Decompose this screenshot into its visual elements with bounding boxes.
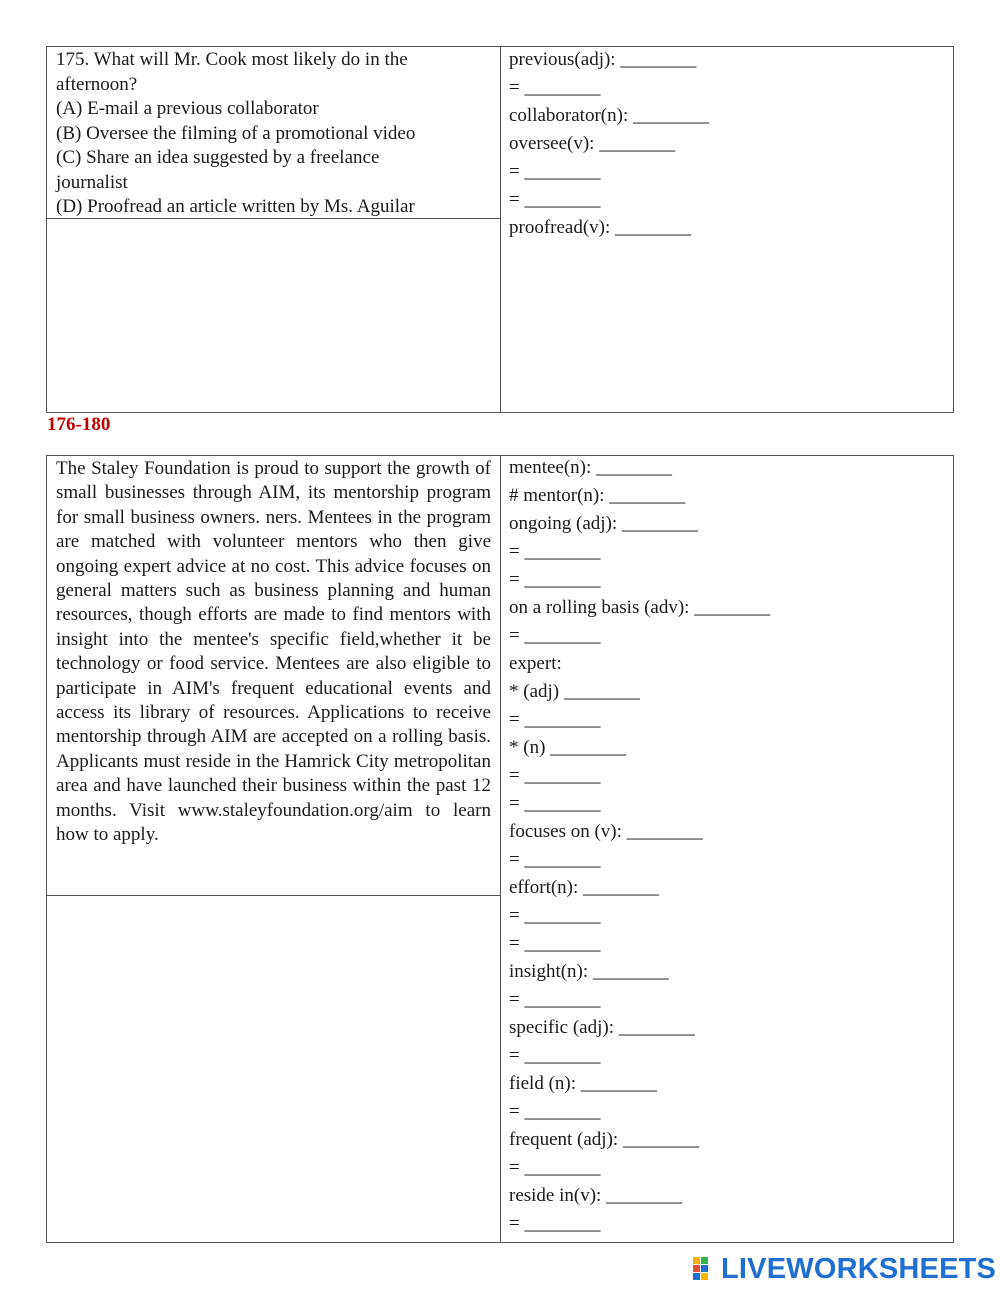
vocab-entry: proofread(v): ________ xyxy=(509,217,692,238)
vocab-entry: = ________ xyxy=(509,905,601,926)
vocab-entry: # mentor(n): ________ xyxy=(509,485,686,506)
vocab-entry: = ________ xyxy=(509,1045,601,1066)
vocab-entry: = ________ xyxy=(509,1157,601,1178)
vocab-entry: = ________ xyxy=(509,625,601,646)
vocab-entry: expert: xyxy=(509,653,562,674)
vocab-entry: = ________ xyxy=(509,189,601,210)
table1-column-divider xyxy=(500,46,501,413)
vocab-entry: field (n): ________ xyxy=(509,1073,657,1094)
vocab-entry: = ________ xyxy=(509,161,601,182)
vocab-entry: frequent (adj): ________ xyxy=(509,1129,699,1150)
question-line: 175. What will Mr. Cook most likely do in the xyxy=(56,49,408,70)
question-line: (A) E-mail a previous collaborator xyxy=(56,98,319,119)
vocab-entry: = ________ xyxy=(509,1101,601,1122)
vocab-entry: = ________ xyxy=(509,765,601,786)
vocab-entry: insight(n): ________ xyxy=(509,961,669,982)
vocab-entry: effort(n): ________ xyxy=(509,877,660,898)
passage-text: The Staley Foundation is proud to support the growth of small businesses through AIM, its mentorship program for small business owners. ners. Mentees in the program are matched with volunteer mentors who then give ongoing expert advice at no cost. This advice focuses on general matters such as business planning and human resources, though efforts are made to find mentors with insight into the mentee's specific field,whether it be technology or food service. Mentees are also eligible to participate in AIM's frequent educational events and access its library of resources. Applications to receive mentorship through AIM are accepted on a rolling basis. Applicants must reside in the Hamrick City metropolitan area and have launched their business within the past 12 months. Visit www.staleyfoundation.org/aim to learn how to apply. xyxy=(56,458,491,846)
question-line: (B) Oversee the filming of a promotional video xyxy=(56,122,416,144)
vocab-entry: on a rolling basis (adv): ________ xyxy=(509,597,771,618)
question-line: afternoon? xyxy=(56,73,138,95)
question-line: (C) Share an idea suggested by a freelance xyxy=(56,147,380,168)
question-line: (D) Proofread an article written by Ms. Aguilar xyxy=(56,196,415,217)
vocab-entry: focuses on (v): ________ xyxy=(509,821,703,842)
vocab-entry: oversee(v): ________ xyxy=(509,133,676,154)
vocab-entry: = ________ xyxy=(509,933,601,954)
vocab-entry: = ________ xyxy=(509,709,601,730)
vocab-entry: = ________ xyxy=(509,1213,601,1234)
vocab-entry: = ________ xyxy=(509,541,601,562)
vocab-entry: = ________ xyxy=(509,849,601,870)
vocab-entry: * (n) ________ xyxy=(509,737,627,758)
vocab-entry: collaborator(n): ________ xyxy=(509,105,709,126)
vocab-entry: ongoing (adj): ________ xyxy=(509,513,698,534)
question-175 xyxy=(56,48,496,220)
vocab-entry: reside in(v): ________ xyxy=(509,1185,683,1206)
vocab-entry: = ________ xyxy=(509,569,601,590)
vocab-entry: = ________ xyxy=(509,793,601,814)
question-line: journalist xyxy=(56,171,128,193)
table2-column-divider xyxy=(500,455,501,1243)
vocab-entry: = ________ xyxy=(509,77,601,98)
logo-text: LIVEWORKSHEETS xyxy=(721,1252,997,1285)
vocab-entry: mentee(n): ________ xyxy=(509,457,673,478)
vocab-entry: previous(adj): ________ xyxy=(509,49,697,70)
vocab-entry: * (adj) ________ xyxy=(509,681,640,702)
liveworksheets-logo-icon xyxy=(693,1257,717,1281)
liveworksheets-logo xyxy=(693,1253,996,1285)
vocab-entry: = ________ xyxy=(509,989,601,1010)
section-label: 176-180 xyxy=(47,414,111,435)
vocab-entry: specific (adj): ________ xyxy=(509,1017,695,1038)
table2-row-divider xyxy=(46,895,500,896)
